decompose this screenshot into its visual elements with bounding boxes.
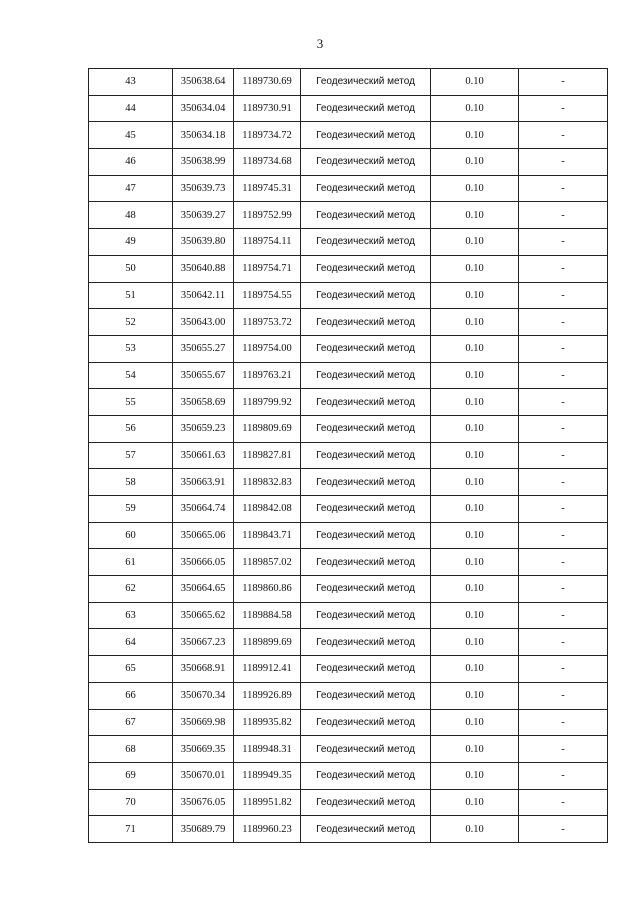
y-coordinate-cell: 1189960.23 [234,816,301,843]
point-number-cell: 49 [89,229,173,256]
note-cell: - [519,282,608,309]
table-row [89,496,608,523]
x-coordinate-cell: 350669.35 [173,736,234,763]
table-row [89,415,608,442]
table-row [89,656,608,683]
accuracy-cell: 0.10 [431,709,519,736]
accuracy-cell: 0.10 [431,442,519,469]
method-cell: Геодезический метод [301,69,431,96]
note-cell: - [519,522,608,549]
y-coordinate-cell: 1189763.21 [234,362,301,389]
method-cell: Геодезический метод [301,122,431,149]
x-coordinate-cell: 350668.91 [173,656,234,683]
note-cell: - [519,762,608,789]
x-coordinate-cell: 350670.34 [173,682,234,709]
x-coordinate-cell: 350670.01 [173,762,234,789]
table-row [89,602,608,629]
y-coordinate-cell: 1189809.69 [234,415,301,442]
accuracy-cell: 0.10 [431,629,519,656]
y-coordinate-cell: 1189754.00 [234,335,301,362]
method-cell: Геодезический метод [301,229,431,256]
x-coordinate-cell: 350665.06 [173,522,234,549]
table-row [89,69,608,96]
accuracy-cell: 0.10 [431,522,519,549]
point-number-cell: 55 [89,389,173,416]
y-coordinate-cell: 1189827.81 [234,442,301,469]
x-coordinate-cell: 350661.63 [173,442,234,469]
x-coordinate-cell: 350669.98 [173,709,234,736]
point-number-cell: 58 [89,469,173,496]
point-number-cell: 61 [89,549,173,576]
page-number: 3 [316,36,324,51]
point-number-cell: 66 [89,682,173,709]
table-row [89,335,608,362]
y-coordinate-cell: 1189730.69 [234,69,301,96]
accuracy-cell: 0.10 [431,736,519,763]
note-cell: - [519,736,608,763]
point-number-cell: 52 [89,309,173,336]
accuracy-cell: 0.10 [431,255,519,282]
accuracy-cell: 0.10 [431,816,519,843]
accuracy-cell: 0.10 [431,415,519,442]
table-row [89,149,608,176]
table-row [89,709,608,736]
point-number-cell: 54 [89,362,173,389]
point-number-cell: 48 [89,202,173,229]
point-number-cell: 63 [89,602,173,629]
table-row [89,762,608,789]
accuracy-cell: 0.10 [431,69,519,96]
y-coordinate-cell: 1189948.31 [234,736,301,763]
method-cell: Геодезический метод [301,576,431,603]
x-coordinate-cell: 350676.05 [173,789,234,816]
point-number-cell: 43 [89,69,173,96]
table-row [89,682,608,709]
method-cell: Геодезический метод [301,335,431,362]
coordinates-table [88,68,608,843]
y-coordinate-cell: 1189730.91 [234,95,301,122]
accuracy-cell: 0.10 [431,682,519,709]
table-row [89,309,608,336]
y-coordinate-cell: 1189843.71 [234,522,301,549]
y-coordinate-cell: 1189951.82 [234,789,301,816]
point-number-cell: 59 [89,496,173,523]
method-cell: Геодезический метод [301,415,431,442]
note-cell: - [519,202,608,229]
accuracy-cell: 0.10 [431,175,519,202]
point-number-cell: 47 [89,175,173,202]
table-row [89,175,608,202]
method-cell: Геодезический метод [301,709,431,736]
point-number-cell: 50 [89,255,173,282]
accuracy-cell: 0.10 [431,229,519,256]
x-coordinate-cell: 350634.18 [173,122,234,149]
y-coordinate-cell: 1189745.31 [234,175,301,202]
method-cell: Геодезический метод [301,469,431,496]
x-coordinate-cell: 350642.11 [173,282,234,309]
note-cell: - [519,442,608,469]
method-cell: Геодезический метод [301,149,431,176]
accuracy-cell: 0.10 [431,362,519,389]
method-cell: Геодезический метод [301,629,431,656]
y-coordinate-cell: 1189935.82 [234,709,301,736]
x-coordinate-cell: 350638.99 [173,149,234,176]
x-coordinate-cell: 350664.74 [173,496,234,523]
accuracy-cell: 0.10 [431,309,519,336]
note-cell: - [519,309,608,336]
table-row [89,389,608,416]
point-number-cell: 62 [89,576,173,603]
x-coordinate-cell: 350664.65 [173,576,234,603]
point-number-cell: 64 [89,629,173,656]
note-cell: - [519,549,608,576]
accuracy-cell: 0.10 [431,656,519,683]
accuracy-cell: 0.10 [431,282,519,309]
y-coordinate-cell: 1189860.86 [234,576,301,603]
note-cell: - [519,629,608,656]
table-row [89,522,608,549]
table-row [89,629,608,656]
accuracy-cell: 0.10 [431,762,519,789]
table-row [89,362,608,389]
x-coordinate-cell: 350658.69 [173,389,234,416]
point-number-cell: 56 [89,415,173,442]
x-coordinate-cell: 350663.91 [173,469,234,496]
y-coordinate-cell: 1189857.02 [234,549,301,576]
y-coordinate-cell: 1189899.69 [234,629,301,656]
note-cell: - [519,149,608,176]
y-coordinate-cell: 1189949.35 [234,762,301,789]
point-number-cell: 53 [89,335,173,362]
note-cell: - [519,496,608,523]
note-cell: - [519,229,608,256]
table-row [89,282,608,309]
accuracy-cell: 0.10 [431,789,519,816]
y-coordinate-cell: 1189754.11 [234,229,301,256]
point-number-cell: 70 [89,789,173,816]
table-row [89,229,608,256]
accuracy-cell: 0.10 [431,496,519,523]
note-cell: - [519,415,608,442]
accuracy-cell: 0.10 [431,549,519,576]
method-cell: Геодезический метод [301,602,431,629]
method-cell: Геодезический метод [301,362,431,389]
x-coordinate-cell: 350638.64 [173,69,234,96]
table-body [89,69,608,843]
x-coordinate-cell: 350665.62 [173,602,234,629]
note-cell: - [519,682,608,709]
method-cell: Геодезический метод [301,789,431,816]
method-cell: Геодезический метод [301,496,431,523]
y-coordinate-cell: 1189754.71 [234,255,301,282]
method-cell: Геодезический метод [301,282,431,309]
table-row [89,576,608,603]
method-cell: Геодезический метод [301,202,431,229]
y-coordinate-cell: 1189912.41 [234,656,301,683]
point-number-cell: 68 [89,736,173,763]
note-cell: - [519,602,608,629]
method-cell: Геодезический метод [301,255,431,282]
table-row [89,95,608,122]
table-row [89,549,608,576]
point-number-cell: 67 [89,709,173,736]
x-coordinate-cell: 350667.23 [173,629,234,656]
accuracy-cell: 0.10 [431,122,519,149]
y-coordinate-cell: 1189884.58 [234,602,301,629]
point-number-cell: 60 [89,522,173,549]
table-row [89,255,608,282]
x-coordinate-cell: 350655.67 [173,362,234,389]
method-cell: Геодезический метод [301,442,431,469]
note-cell: - [519,576,608,603]
point-number-cell: 69 [89,762,173,789]
table-row [89,442,608,469]
note-cell: - [519,789,608,816]
accuracy-cell: 0.10 [431,469,519,496]
note-cell: - [519,816,608,843]
x-coordinate-cell: 350689.79 [173,816,234,843]
method-cell: Геодезический метод [301,389,431,416]
accuracy-cell: 0.10 [431,389,519,416]
x-coordinate-cell: 350659.23 [173,415,234,442]
point-number-cell: 45 [89,122,173,149]
accuracy-cell: 0.10 [431,335,519,362]
y-coordinate-cell: 1189734.72 [234,122,301,149]
point-number-cell: 46 [89,149,173,176]
note-cell: - [519,709,608,736]
method-cell: Геодезический метод [301,309,431,336]
x-coordinate-cell: 350643.00 [173,309,234,336]
table-row [89,816,608,843]
x-coordinate-cell: 350666.05 [173,549,234,576]
table-row [89,789,608,816]
accuracy-cell: 0.10 [431,95,519,122]
table-row [89,122,608,149]
method-cell: Геодезический метод [301,656,431,683]
point-number-cell: 44 [89,95,173,122]
method-cell: Геодезический метод [301,175,431,202]
method-cell: Геодезический метод [301,682,431,709]
table-row [89,736,608,763]
note-cell: - [519,335,608,362]
note-cell: - [519,95,608,122]
point-number-cell: 51 [89,282,173,309]
x-coordinate-cell: 350655.27 [173,335,234,362]
x-coordinate-cell: 350639.80 [173,229,234,256]
table-row [89,202,608,229]
method-cell: Геодезический метод [301,522,431,549]
accuracy-cell: 0.10 [431,576,519,603]
y-coordinate-cell: 1189752.99 [234,202,301,229]
x-coordinate-cell: 350639.27 [173,202,234,229]
accuracy-cell: 0.10 [431,149,519,176]
accuracy-cell: 0.10 [431,602,519,629]
note-cell: - [519,469,608,496]
accuracy-cell: 0.10 [431,202,519,229]
table-row [89,469,608,496]
note-cell: - [519,362,608,389]
method-cell: Геодезический метод [301,762,431,789]
x-coordinate-cell: 350634.04 [173,95,234,122]
method-cell: Геодезический метод [301,95,431,122]
note-cell: - [519,656,608,683]
method-cell: Геодезический метод [301,816,431,843]
y-coordinate-cell: 1189734.68 [234,149,301,176]
point-number-cell: 57 [89,442,173,469]
y-coordinate-cell: 1189926.89 [234,682,301,709]
y-coordinate-cell: 1189842.08 [234,496,301,523]
note-cell: - [519,175,608,202]
method-cell: Геодезический метод [301,549,431,576]
note-cell: - [519,122,608,149]
point-number-cell: 65 [89,656,173,683]
point-number-cell: 71 [89,816,173,843]
note-cell: - [519,255,608,282]
y-coordinate-cell: 1189799.92 [234,389,301,416]
note-cell: - [519,69,608,96]
y-coordinate-cell: 1189753.72 [234,309,301,336]
x-coordinate-cell: 350639.73 [173,175,234,202]
x-coordinate-cell: 350640.88 [173,255,234,282]
y-coordinate-cell: 1189754.55 [234,282,301,309]
method-cell: Геодезический метод [301,736,431,763]
note-cell: - [519,389,608,416]
y-coordinate-cell: 1189832.83 [234,469,301,496]
